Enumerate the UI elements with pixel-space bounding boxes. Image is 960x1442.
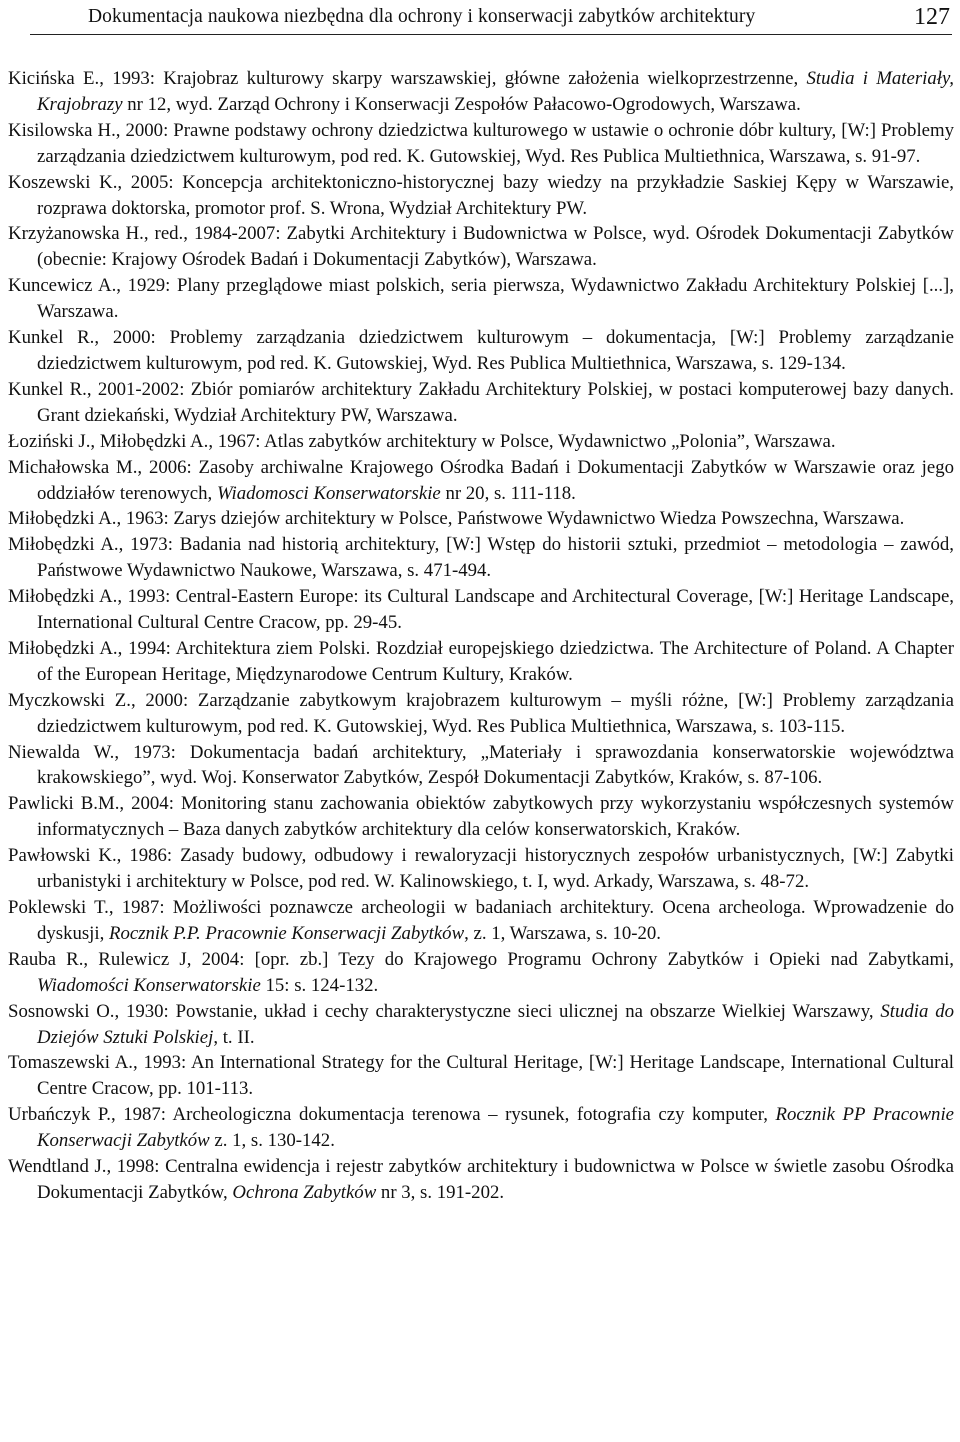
bibliography-entry [8,506,954,532]
entry-text: Myczkowski Z., 2000: Zarządzanie zabytkowym krajobrazem kulturowym – myśli różne, [W:] Problemy zarządzania dziedzictwem kulturowym, pod red. K. Gutowskiej, Wyd. Res Publica Multiethnica, Warszawa, s. 103-115. [8,689,954,737]
entry-text: Michałowska M., 2006: Zasoby archiwalne Krajowego Ośrodka Badań i Dokumentacji Zabytków w Warszawie oraz jego oddziałów terenowych, [8,456,954,504]
entry-text: Kunkel R., 2001-2002: Zbiór pomiarów architektury Zakładu Architektury Polskiej, w postaci komputerowej bazy danych. Grant dziekański, Wydział Architektury PW, Warszawa. [8,378,954,426]
entry-text: Łoziński J., Miłobędzki A., 1967: Atlas zabytków architektury w Polsce, Wydawnictwo „Polonia”, Warszawa. [8,430,836,452]
entry-text: 15: s. 124-132. [260,974,379,996]
entry-title-italic: Ochrona Zabytków [232,1181,377,1203]
bibliography-entry [8,584,954,636]
entry-title-italic: Rocznik PP Pracownie Konserwacji Zabytków [37,1104,954,1152]
bibliography-entry [8,688,954,740]
entry-text: Sosnowski O., 1930: Powstanie, układ i cechy charakterystyczne sieci ulicznej na obszarze Wielkiej Warszawy, [8,1000,881,1022]
entry-text: Urbańczyk P., 1987: Archeologiczna dokumentacja terenowa – rysunek, fotografia czy komputer, [8,1104,776,1126]
entry-text: z. 1, s. 130-142. [209,1130,335,1152]
entry-text: Rauba R., Rulewicz J, 2004: [opr. zb.] Tezy do Krajowego Programu Ochrony Zabytków i Opieki nad Zabytkami, [8,948,954,970]
bibliography-entry [8,843,954,895]
entry-text: Poklewski T., 1987: Możliwości poznawcze archeologii w badaniach architektury. Ocena archeologa. Wprowadzenie do dyskusji, [8,897,954,944]
bibliography-entry [8,118,954,170]
bibliography-entry [8,325,954,377]
entry-title-italic: Studia i Materiały, Krajobrazy [37,68,954,115]
entry-title-italic: Rocznik P.P. Pracownie Konserwacji Zabytków [109,922,465,944]
entry-text: Kisilowska H., 2000: Prawne podstawy ochrony dziedzictwa kulturowego w ustawie o ochronie dóbr kultury, [W:] Problemy zarządzania dziedzictwem kulturowym, pod red. K. Gutowskiej, Wyd. Res Publica Multiethnica, Warszawa, s. 91-97. [8,119,954,167]
bibliography-entry [8,999,954,1051]
bibliography-entry [8,1102,954,1154]
entry-text: Miłobędzki A., 1993: Central-Eastern Europe: its Cultural Landscape and Architectural Coverage, [W:] Heritage Landscape, International Cultural Centre Cracow, pp. 29-45. [8,586,954,634]
entry-text: Miłobędzki A., 1973: Badania nad historią architektury, [W:] Wstęp do historii sztuki, przedmiot – metodologia – zawód, Państwowe Wydawnictwo Naukowe, Warszawa, s. 471-494. [8,534,954,582]
entry-text: nr 20, s. 111-118. [440,482,576,504]
bibliography-entry [8,740,954,792]
bibliography-entry [8,221,954,273]
entry-text: Miłobędzki A., 1994: Architektura ziem Polski. Rozdział europejskiego dziedzictwa. The Architecture of Poland. A Chapter of the European Heritage, Międzynarodowe Centrum Kultury, Kraków. [8,637,954,685]
running-header [30,0,952,35]
bibliography-entry [8,429,954,455]
entry-text: Wendtland J., 1998: Centralna ewidencja i rejestr zabytków architektury i budownictwa w Polsce w świetle zasobu Ośrodka Dokumentacji Zabytków, [8,1156,954,1203]
bibliography-entry [8,1050,954,1102]
entry-text: Kuncewicz A., 1929: Plany przeglądowe miast polskich, seria pierwsza, Wydawnictwo Zakładu Architektury Polskiej [...], Warszawa. [8,275,954,323]
bibliography-entry [8,273,954,325]
entry-text: Miłobędzki A., 1963: Zarys dziejów architektury w Polsce, Państwowe Wydawnictwo Wiedza Powszechna, Warszawa. [8,508,905,530]
entry-text: Koszewski K., 2005: Koncepcja architektoniczno-historycznej bazy wiedzy na przykładzie Saskiej Kępy w Warszawie, rozprawa doktorska, promotor prof. S. Wrona, Wydział Architektury PW. [8,171,954,219]
bibliography-entry [8,636,954,688]
entry-text: Pawlicki B.M., 2004: Monitoring stanu zachowania obiektów zabytkowych przy wykorzystaniu współczesnych systemów informatycznych – Baza danych zabytków architektury dla celów konserwatorskich, Kraków. [8,793,954,841]
bibliography-entry [8,532,954,584]
entry-title-italic: Studia do Dziejów Sztuki Polskiej [37,1000,954,1048]
bibliography-entry [8,455,954,507]
entry-text: Niewalda W., 1973: Dokumentacja badań architektury, „Materiały i sprawozdania konserwatorskie województwa krakowskiego”, wyd. Woj. Konserwator Zabytków, Zespół Dokumentacji Zabytków, Kraków, s. 87-106. [8,741,954,789]
page-number: 127 [914,3,950,30]
bibliography-entry [8,377,954,429]
entry-text: Pawłowski K., 1986: Zasady budowy, odbudowy i rewaloryzacji historycznych zespołów urbanistycznych, [W:] Zabytki urbanistyki i architektury w Polsce, pod red. W. Kalinowskiego, t. I, wyd. Arkady, Warszawa, s. 48-72. [8,845,954,893]
entry-text: nr 3, s. 191-202. [376,1181,505,1203]
entry-text: Tomaszewski A., 1993: An International Strategy for the Cultural Heritage, [W:] Heritage Landscape, International Cultural Centre Cracow, pp. 101-113. [8,1052,954,1100]
entry-text: Kunkel R., 2000: Problemy zarządzania dziedzictwem kulturowym – dokumentacja, [W:] Problemy zarządzanie dziedzictwem kulturowym, pod red. K. Gutowskiej, Wyd. Res Publica Multiethnica, Warszawa, s. 129-134. [8,327,954,374]
entry-text: Krzyżanowska H., red., 1984-2007: Zabytki Architektury i Budownictwa w Polsce, wyd. Ośrodek Dokumentacji Zabytków (obecnie: Krajowy Ośrodek Badań i Dokumentacji Zabytków), Warszawa. [8,223,954,271]
bibliography-entry [8,791,954,843]
running-title: Dokumentacja naukowa niezbędna dla ochrony i konserwacji zabytków architektury [88,6,756,27]
bibliography-entry [8,895,954,947]
entry-text: Kicińska E., 1993: Krajobraz kulturowy skarpy warszawskiej, główne założenia wielkoprzestrzenne, [8,68,807,89]
bibliography-entry [8,170,954,222]
bibliography-entry [8,947,954,999]
entry-text: , t. II. [213,1026,255,1048]
bibliography-list [8,66,954,1206]
entry-title-italic: Wiadomosci Konserwatorskie [216,482,441,504]
entry-text: , z. 1, Warszawa, s. 10-20. [464,922,661,944]
bibliography-entry [8,66,954,118]
bibliography-entry [8,1154,954,1206]
entry-text: nr 12, wyd. Zarząd Ochrony i Konserwacji Zespołów Pałacowo-Ogrodowych, Warszawa. [122,93,801,115]
entry-title-italic: Wiadomości Konserwatorskie [37,974,261,996]
